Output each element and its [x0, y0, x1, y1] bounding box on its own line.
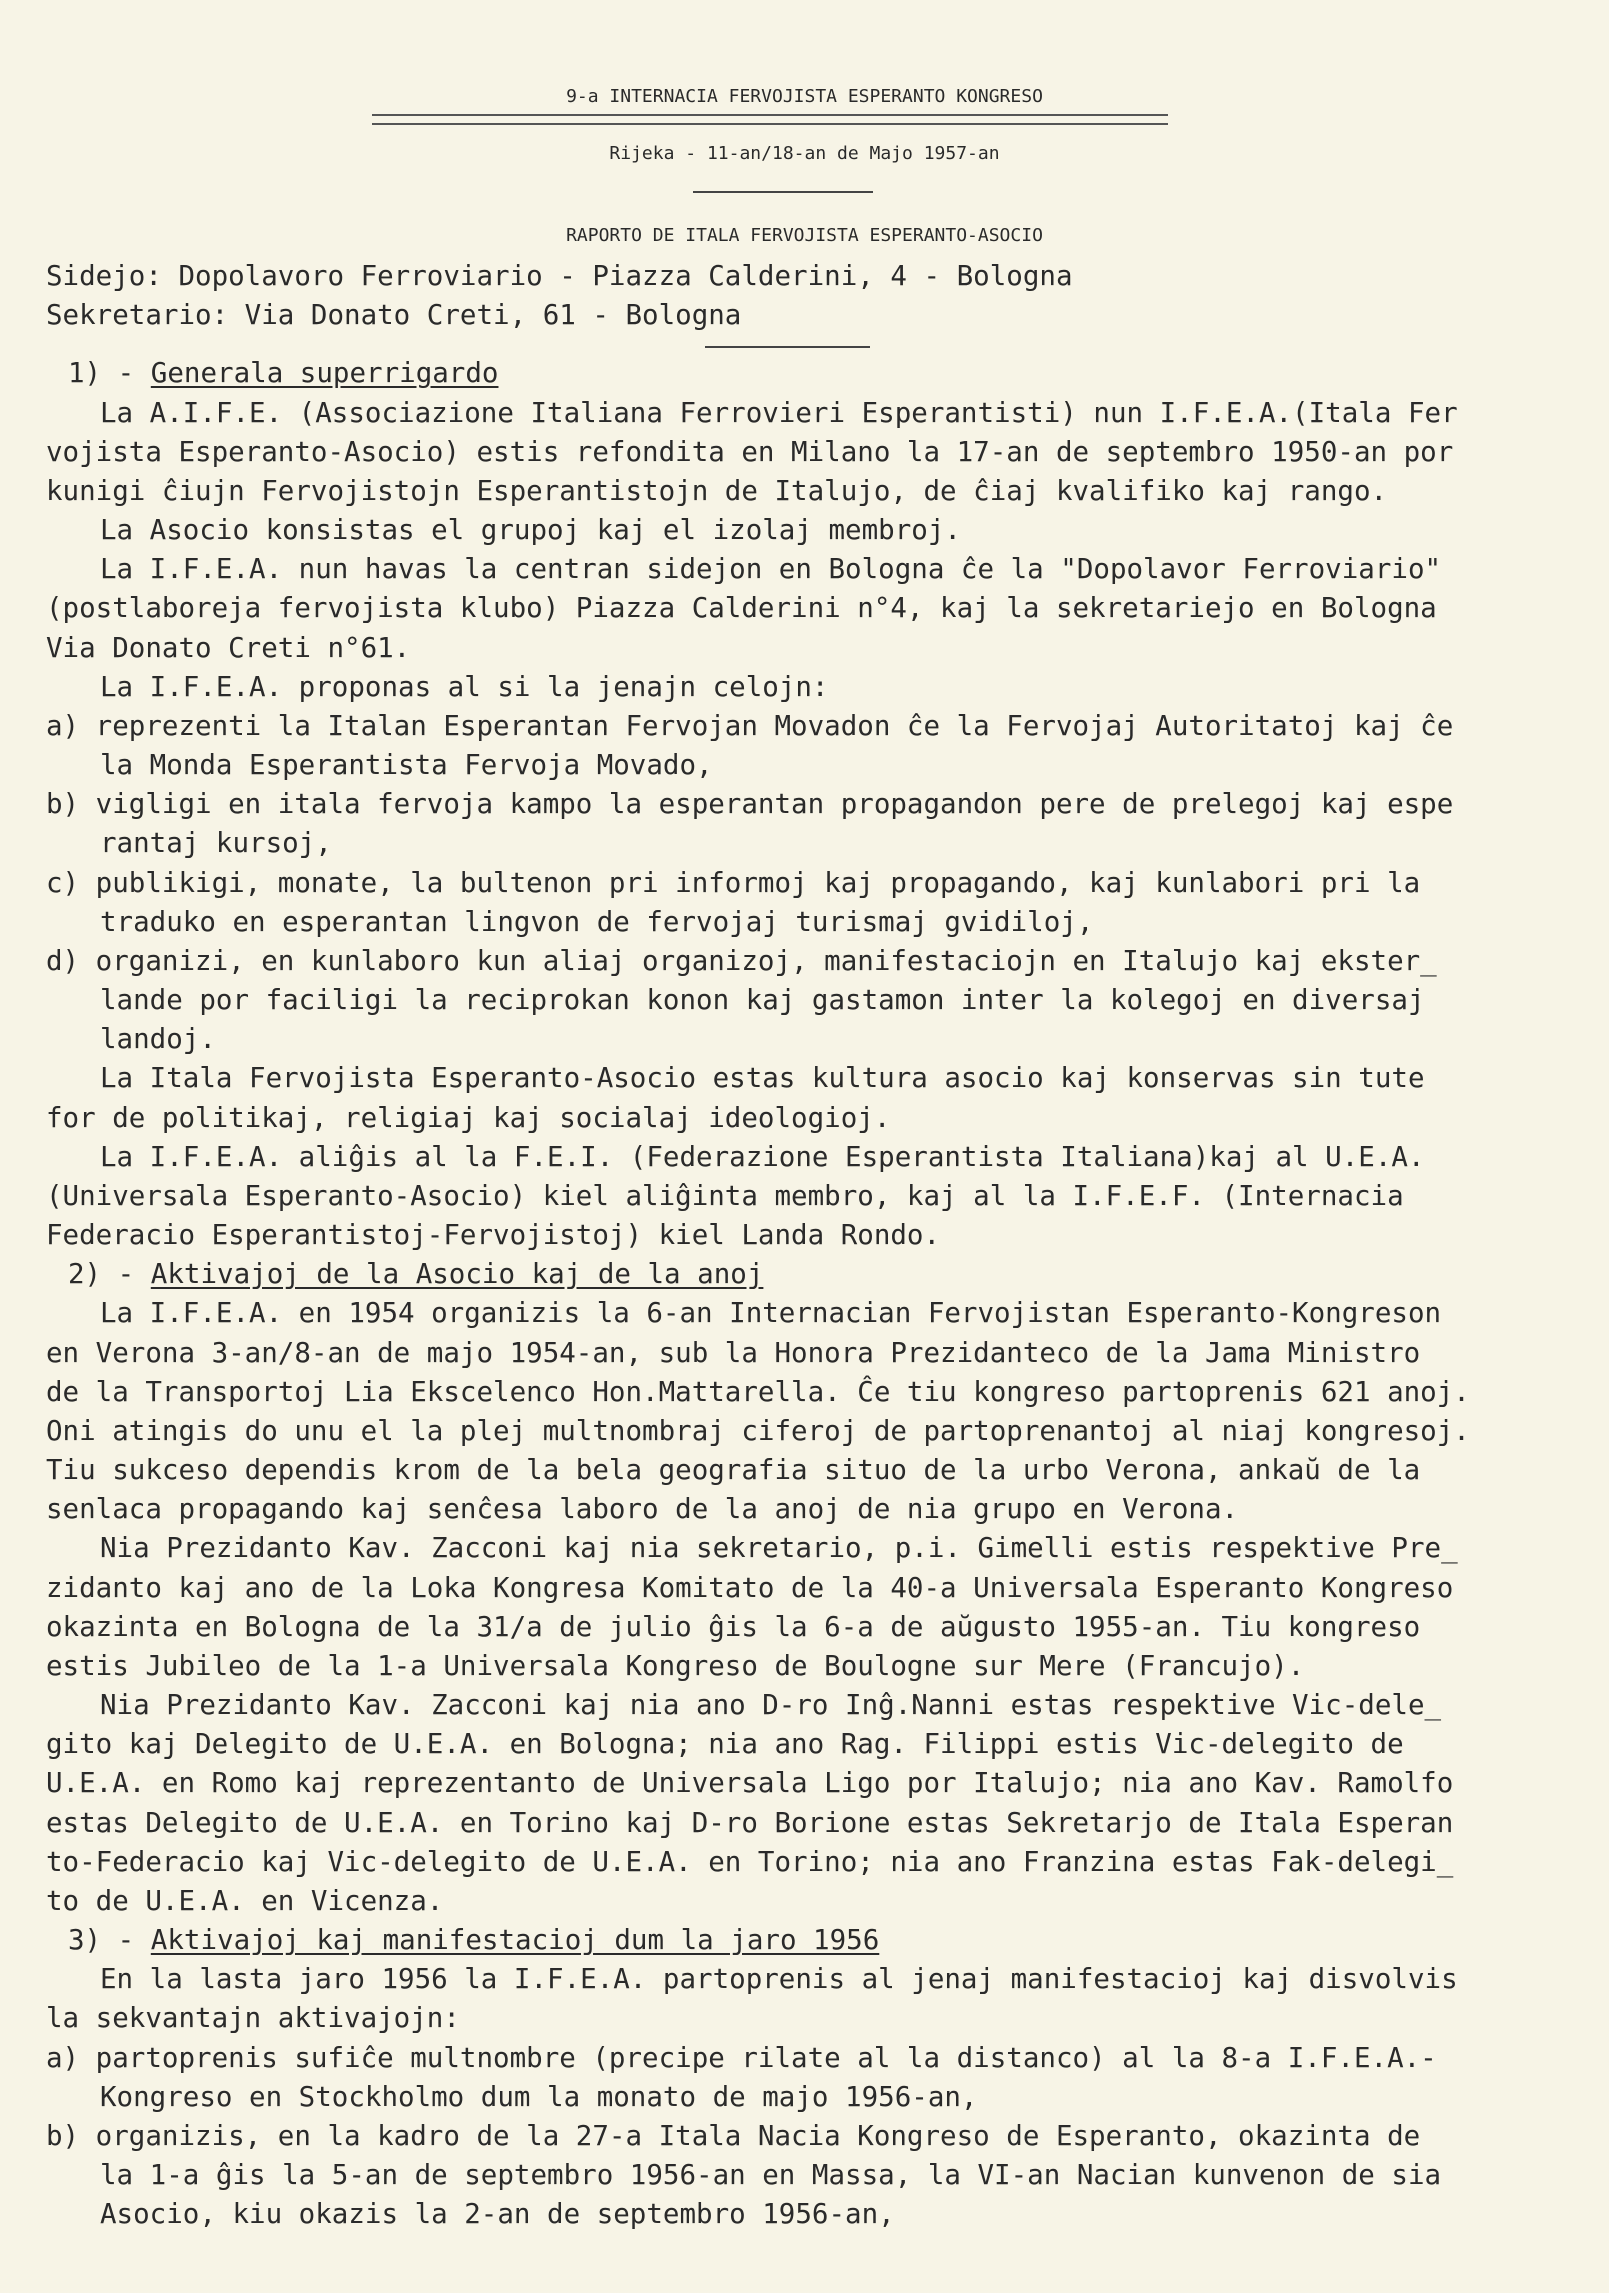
body-line: to de U.E.A. en Vicenza. — [46, 1885, 444, 1917]
body-line: La I.F.E.A. en 1954 organizis la 6-an Internacian Fervojistan Esperanto-Kongreson — [100, 1297, 1442, 1329]
body-line: zidanto kaj ano de la Loka Kongresa Komitato de la 40-a Universala Esperanto Kongreso — [46, 1572, 1454, 1604]
section-3-number: 3) - — [68, 1924, 151, 1956]
list-item-b: b) organizis, en la kadro de la 27-a Itala Nacia Kongreso de Esperanto, okazinta de — [46, 2120, 1421, 2152]
body-line: (postlaboreja fervojista klubo) Piazza Calderini n°4, kaj la sekretariejo en Bologna — [46, 592, 1437, 624]
list-item-d: d) organizi, en kunlaboro kun aliaj organizoj, manifestaciojn en Italujo kaj ekster_ — [46, 945, 1437, 977]
body-line: Tiu sukceso dependis krom de la bela geografia situo de la urbo Verona, ankaŭ de la — [46, 1454, 1421, 1486]
body-line: la sekvantajn aktivajojn: — [46, 2002, 460, 2034]
body-line: Via Donato Creti n°61. — [46, 632, 411, 664]
body-line: to-Federacio kaj Vic-delegito de U.E.A. en Torino; nia ano Franzina estas Fak-delegi_ — [46, 1846, 1454, 1878]
body-line: gito kaj Delegito de U.E.A. en Bologna; nia ano Rag. Filippi estis Vic-delegito de — [46, 1728, 1404, 1760]
body-line: (Universala Esperanto-Asocio) kiel aliĝinta membro, kaj al la I.F.E.F. (Internacia — [46, 1180, 1404, 1212]
list-item-b-cont: la 1-a ĝis la 5-an de septembro 1956-an en Massa, la VI-an Nacian kunvenon de sia — [100, 2159, 1442, 2191]
list-item-a: a) partoprenis sufiĉe multnombre (precipe rilate al la distanco) al la 8-a I.F.E.A.- — [46, 2042, 1437, 2074]
list-item-b-cont: rantaj kursoj, — [100, 827, 332, 859]
body-line: La A.I.F.E. (Associazione Italiana Ferrovieri Esperantisti) nun I.F.E.A.(Itala Fer — [100, 397, 1458, 429]
body-line: kunigi ĉiujn Fervojistojn Esperantistojn de Italujo, de ĉiaj kvalifiko kaj rango. — [46, 475, 1388, 507]
place-date: Rijeka - 11-an/18-an de Majo 1957-an — [609, 143, 1000, 164]
body-line: en Verona 3-an/8-an de majo 1954-an, sub la Honora Prezidanteco de la Jama Ministro — [46, 1337, 1421, 1369]
body-line: La I.F.E.A. aliĝis al la F.E.I. (Federazione Esperantista Italiana)kaj al U.E.A. — [100, 1141, 1425, 1173]
body-line: senlaca propagando kaj senĉesa laboro de la anoj de nia grupo en Verona. — [46, 1493, 1239, 1525]
section-2-heading — [68, 1257, 763, 1291]
report-title: RAPORTO DE ITALA FERVOJISTA ESPERANTO-ASOCIO — [566, 225, 1043, 246]
section-3-heading — [68, 1923, 879, 1957]
list-item-c: c) publikigi, monate, la bultenon pri informoj kaj propagando, kaj kunlabori pri la — [46, 867, 1421, 899]
list-item-a-cont: Kongreso en Stockholmo dum la monato de majo 1956-an, — [100, 2081, 978, 2113]
body-line: U.E.A. en Romo kaj reprezentanto de Universala Ligo por Italujo; nia ano Kav. Ramolfo — [46, 1767, 1454, 1799]
divider-2 — [705, 346, 870, 348]
list-item-b: b) vigligi en itala fervoja kampo la esperantan propagandon pere de prelegoj kaj espe — [46, 788, 1454, 820]
congress-title: 9-a INTERNACIA FERVOJISTA ESPERANTO KONGRESO — [566, 86, 1043, 107]
body-line: La I.F.E.A. proponas al si la jenajn celojn: — [100, 671, 829, 703]
body-line: vojista Esperanto-Asocio) estis refondita en Milano la 17-an de septembro 1950-an por — [46, 436, 1454, 468]
section-1-number: 1) - — [68, 357, 151, 389]
body-line: Nia Prezidanto Kav. Zacconi kaj nia ano D-ro Inĝ.Nanni estas respektive Vic-dele_ — [100, 1689, 1442, 1721]
body-line: estis Jubileo de la 1-a Universala Kongreso de Boulogne sur Mere (Francujo). — [46, 1650, 1305, 1682]
body-line: La Itala Fervojista Esperanto-Asocio estas kultura asocio kaj konservas sin tute — [100, 1062, 1425, 1094]
list-item-c-cont: traduko en esperantan lingvon de fervojaj turismaj gvidiloj, — [100, 906, 1094, 938]
body-line: En la lasta jaro 1956 la I.F.E.A. partoprenis al jenaj manifestacioj kaj disvolvis — [100, 1963, 1458, 1995]
body-line: Federacio Esperantistoj-Fervojistoj) kiel Landa Rondo. — [46, 1219, 941, 1251]
title-double-underline — [372, 114, 1168, 125]
body-line: La I.F.E.A. nun havas la centran sidejon en Bologna ĉe la "Dopolavor Ferroviario" — [100, 553, 1442, 585]
list-item-a: a) reprezenti la Italan Esperantan Fervojan Movadon ĉe la Fervojaj Autoritatoj kaj ĉe — [46, 710, 1454, 742]
list-item-b-cont: Asocio, kiu okazis la 2-an de septembro 1956-an, — [100, 2198, 895, 2230]
section-2-number: 2) - — [68, 1258, 151, 1290]
body-line: estas Delegito de U.E.A. en Torino kaj D-ro Borione estas Sekretarjo de Itala Esperan — [46, 1807, 1454, 1839]
list-item-d-cont: landoj. — [100, 1023, 216, 1055]
list-item-d-cont: lande por faciligi la reciprokan konon kaj gastamon inter la kolegoj en diversaj — [100, 984, 1425, 1016]
body-line: Oni atingis do unu el la plej multnombraj ciferoj de partoprenantoj al niaj kongresoj. — [46, 1415, 1470, 1447]
body-line: for de politikaj, religiaj kaj socialaj ideologioj. — [46, 1102, 891, 1134]
body-line: de la Transportoj Lia Ekscelenco Hon.Mattarella. Ĉe tiu kongreso partoprenis 621 anoj. — [46, 1376, 1470, 1408]
section-2-title: Aktivajoj de la Asocio kaj de la anoj — [150, 1258, 764, 1290]
body-line: okazinta en Bologna de la 31/a de julio ĝis la 6-a de aŭgusto 1955-an. Tiu kongreso — [46, 1611, 1421, 1643]
list-item-a-cont: la Monda Esperantista Fervoja Movado, — [100, 749, 713, 781]
section-1-title: Generala superrigardo — [150, 357, 499, 389]
secretary-line: Sekretario: Via Donato Creti, 61 - Bologna — [46, 299, 742, 331]
section-3-title: Aktivajoj kaj manifestacioj dum la jaro 1956 — [150, 1924, 880, 1956]
seat-line: Sidejo: Dopolavoro Ferroviario - Piazza Calderini, 4 - Bologna — [46, 260, 1073, 292]
section-1-heading — [68, 356, 498, 390]
divider-1 — [693, 191, 873, 193]
body-line: La Asocio konsistas el grupoj kaj el izolaj membroj. — [100, 514, 961, 546]
body-line: Nia Prezidanto Kav. Zacconi kaj nia sekretario, p.i. Gimelli estis respektive Pre_ — [100, 1532, 1458, 1564]
